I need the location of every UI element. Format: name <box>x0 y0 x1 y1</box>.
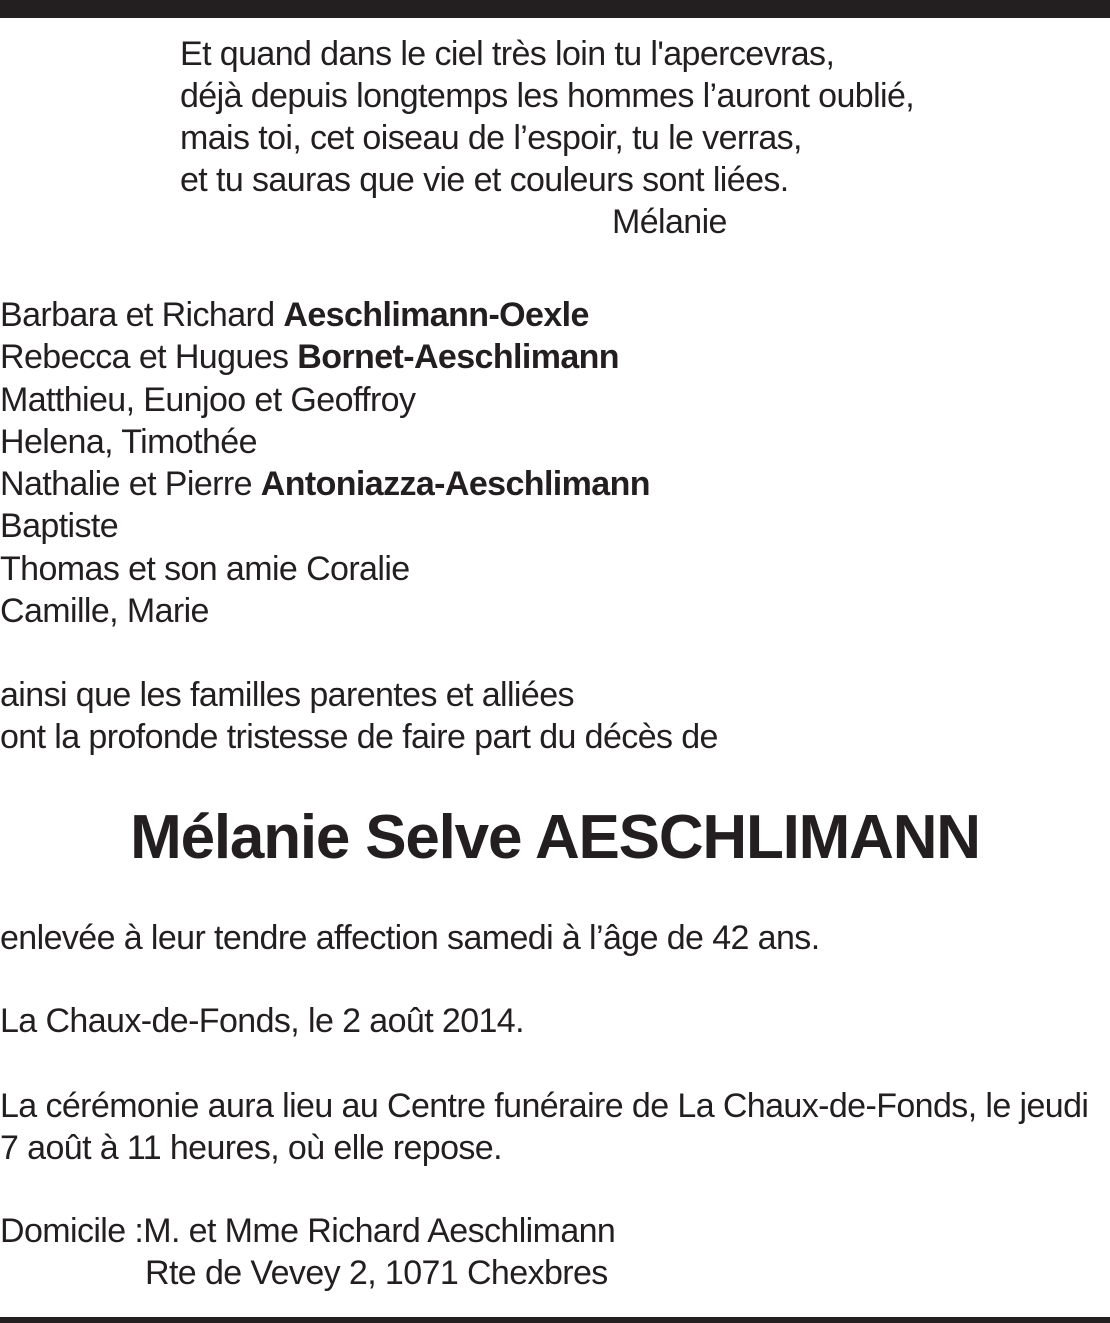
intro-line: ont la profonde tristesse de faire part du décès de <box>0 718 718 756</box>
family-given-names: Baptiste <box>0 507 119 546</box>
ceremony-info <box>0 1085 1088 1169</box>
family-line <box>0 379 650 421</box>
poem-line: mais toi, cet oiseau de l’espoir, tu le verras, <box>180 119 802 157</box>
place-and-date: La Chaux-de-Fonds, le 2 août 2014. <box>0 1002 524 1040</box>
family-line <box>0 505 650 547</box>
family-given-names: Rebecca et Hugues <box>0 338 298 377</box>
family-line <box>0 463 650 505</box>
poem-line: et tu sauras que vie et couleurs sont liées. <box>180 161 789 199</box>
intro-line: ainsi que les familles parentes et alliées <box>0 676 574 714</box>
poem <box>180 33 914 201</box>
family-surname: Antoniazza-Aeschlimann <box>260 465 650 504</box>
family-surname: Aeschlimann-Oexle <box>283 296 589 334</box>
ceremony-line: La cérémonie aura lieu au Centre funéraire de La Chaux-de-Fonds, le jeudi <box>0 1087 1089 1125</box>
poem-author: Mélanie <box>612 203 727 241</box>
family-list <box>0 294 650 632</box>
deceased-name: Mélanie Selve AESCHLIMANN <box>130 803 980 872</box>
family-given-names: Thomas et son amie Coralie <box>0 549 410 588</box>
poem-line: déjà depuis longtemps les hommes l’auront oublié, <box>180 77 915 115</box>
bottom-border-rule <box>0 1317 1110 1323</box>
announcement-intro <box>0 674 718 758</box>
poem-line: Et quand dans le ciel très loin tu l'apercevras, <box>180 35 835 73</box>
family-given-names: Barbara et Richard <box>0 296 284 334</box>
ceremony-line: 7 août à 11 heures, où elle repose. <box>0 1129 502 1167</box>
family-line <box>0 294 650 336</box>
family-line <box>0 336 650 378</box>
family-given-names: Camille, Marie <box>0 592 209 631</box>
family-given-names: Nathalie et Pierre <box>0 465 261 504</box>
family-given-names: Matthieu, Eunjoo et Geoffroy <box>0 380 416 419</box>
family-given-names: Helena, Timothée <box>0 422 257 461</box>
family-line <box>0 590 650 632</box>
domicile-label: Domicile :M. et Mme Richard Aeschlimann <box>0 1212 616 1250</box>
top-border-rule <box>0 0 1110 18</box>
family-surname: Bornet-Aeschlimann <box>297 338 619 377</box>
family-line <box>0 421 650 463</box>
age-statement: enlevée à leur tendre affection samedi à l’âge de 42 ans. <box>0 919 820 957</box>
domicile-address: Rte de Vevey 2, 1071 Chexbres <box>145 1254 608 1292</box>
family-line <box>0 548 650 590</box>
